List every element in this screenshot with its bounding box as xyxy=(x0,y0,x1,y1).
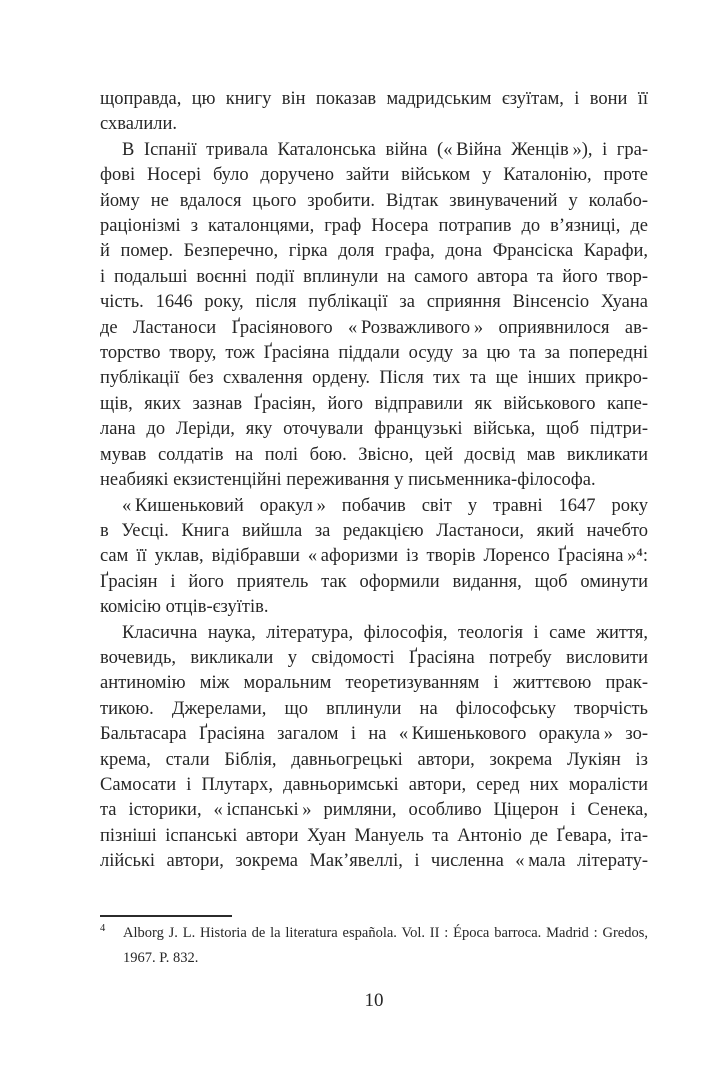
text-line: лана до Леріди, яку оточували французькі війська, щоб підтри- xyxy=(100,419,648,440)
text-line: крема, стали Біблія, давньогрецькі автори, зокрема Лукіян із xyxy=(100,749,648,770)
paragraph xyxy=(100,87,648,138)
text-line: Самосати і Плутарх, давньоримські автори, серед них моралісти xyxy=(100,774,648,795)
text-line: щоправда, цю книгу він показав мадридським єзуїтам, і вони її xyxy=(100,89,648,109)
text-line: Бальтасара Ґрасіяна загалом і на « Кишенькового оракула » зо- xyxy=(100,724,648,745)
footnote-line: 1967. P. 832. xyxy=(123,950,199,966)
text-line: й помер. Безперечно, гірка доля графа, дона Франсіска Карафи, xyxy=(100,241,648,262)
text-line: публікації без схвалення ордену. Після тих та ще інших прикро- xyxy=(100,368,648,389)
text-line: « Кишеньковий оракул » побачив світ у травні 1647 року xyxy=(122,495,648,516)
text-line: фові Носері було доручено зайти військом у Каталонію, проте xyxy=(100,165,648,186)
paragraph xyxy=(100,494,648,621)
text-line: де Ластаноси Ґрасіянового « Розважливого » оприявнилося ав- xyxy=(100,317,648,338)
text-line: Ґрасіян і його приятель так оформили видання, щоб оминути xyxy=(100,571,648,592)
text-line: та історики, « іспанські » римляни, особливо Ціцерон і Сенека, xyxy=(100,800,648,821)
page-number: 10 xyxy=(364,990,384,1011)
text-line: чість. 1646 року, після публікації за сприяння Вінсенсіо Хуана xyxy=(100,292,648,313)
text-line: антиномію між моральним теоретизуванням і життєвою прак- xyxy=(100,673,648,694)
text-line: сам її уклав, відібравши « афоризми із творів Лоренсо Ґрасіяна »⁴: xyxy=(100,546,648,567)
text-line: Класична наука, література, філософія, теологія і саме життя, xyxy=(122,622,648,643)
text-line: комісію отців-єзуїтів. xyxy=(100,597,269,618)
text-line: раціонізмі з каталонцями, граф Носера потрапив до в’язниці, де xyxy=(100,216,648,237)
text-line: торство твору, тож Ґрасіяна піддали осуду за цю та за попередні xyxy=(100,343,648,364)
text-line: мував солдатів на полі бою. Звісно, цей досвід мав викликати xyxy=(100,444,648,465)
text-line: пізніші іспанські автори Хуан Мануель та Антоніо де Ґевара, іта- xyxy=(100,825,648,846)
text-line: тикою. Джерелами, що вплинули на філософську творчість xyxy=(100,698,648,719)
text-line: і подальші воєнні події вплинули на самого автора та його твор- xyxy=(100,266,648,287)
footnote-line: 4 Alborg J. L. Historia de la literatura española. Vol. II : Época barroca. Madrid : Gredos, xyxy=(100,923,648,941)
footnote xyxy=(100,921,648,971)
text-line: В Іспанії тривала Каталонська війна (« Війна Женців »), і гра- xyxy=(122,139,648,160)
text-line: йому не вдалося цього зробити. Відтак звинувачений у колабо- xyxy=(100,190,648,211)
footnote-separator xyxy=(100,915,232,917)
text-line: щів, яких зазнав Ґрасіян, його відправили як військового капе- xyxy=(100,393,648,414)
body-text xyxy=(100,87,648,875)
paragraph xyxy=(100,138,648,494)
text-line: лійські автори, зокрема Мак’явеллі, і численна « мала літерату- xyxy=(100,851,648,872)
footnote-text: Alborg J. L. Historia de la literatura española. Vol. II : Época barroca. Madrid : Gredos, xyxy=(123,925,648,941)
text-line: неабиякі екзистенційні переживання у письменника-філософа. xyxy=(100,470,596,491)
text-line: схвалили. xyxy=(100,114,177,135)
text-line: вочевидь, викликали у свідомості Ґрасіяна потребу висловити xyxy=(100,647,648,668)
text-line: в Уесці. Книга вийшла за редакцією Ластаноси, який начебто xyxy=(100,520,648,541)
paragraph xyxy=(100,621,648,875)
